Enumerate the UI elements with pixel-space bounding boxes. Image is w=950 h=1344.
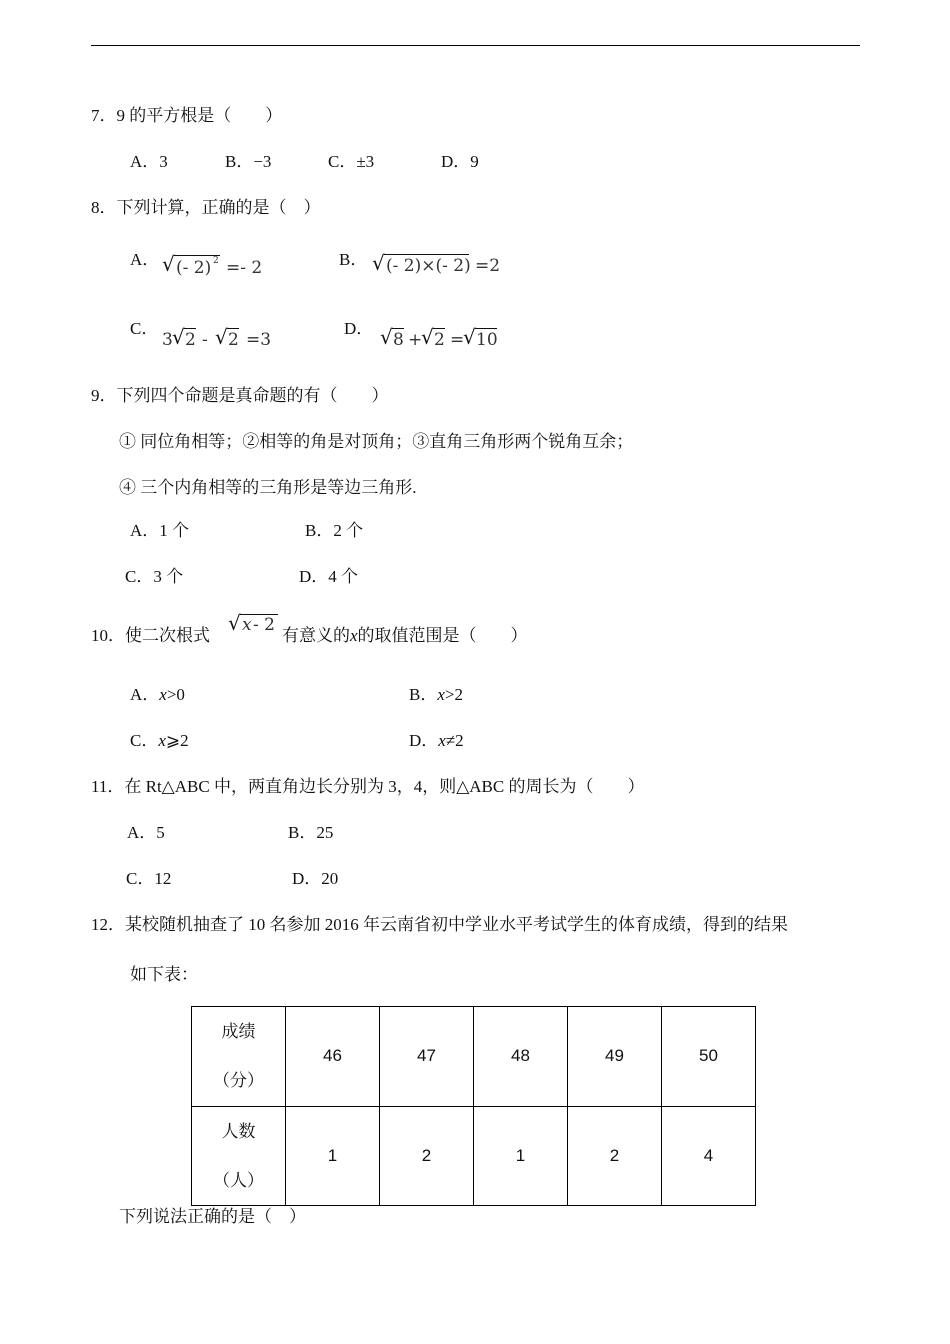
q11-option-d: D．20 [292,869,339,888]
q11-stem: 11．在 Rt△ABC 中，两直角边长分别为 3，4，则△ABC 的周长为（ ） [91,777,645,796]
q10-option-b [409,686,463,703]
q7-option-c: C．±3 [328,152,375,171]
radical-bar [227,328,239,329]
table-cell: 1 [286,1106,380,1206]
q12-after-table: 下列说法正确的是（ ） [119,1207,306,1226]
count-header-line-1: 人数 [221,1121,256,1141]
table-cell: 1 [474,1106,568,1206]
q10-radicand-rest: - 2 [253,615,275,635]
radical-sign-icon: √ [172,325,185,349]
radical-sign-icon: √ [380,325,393,349]
q8-d-radicand-2: 2 [434,330,445,350]
q9-option-d: D．4 个 [299,567,359,586]
radical-bar [184,328,196,329]
q9-stem: 9．下列四个命题是真命题的有（ ） [91,386,389,405]
q10-option-d [409,732,464,749]
table-cell: 49 [568,1007,662,1107]
option-relation: >0 [166,685,185,704]
table-cell: 48 [474,1007,568,1107]
q7-option-d: D．9 [441,152,479,171]
option-label: A． [130,685,160,704]
header-rule [91,45,860,46]
q8-a-radicand: (- 2) [176,258,212,278]
q7-option-a: A．3 [130,152,168,171]
option-label: D． [409,731,439,750]
table-cell: 47 [380,1007,474,1107]
q8-b-rhs: =2 [475,256,501,276]
option-relation: ⩾2 [165,731,189,750]
table-header-cell [192,1106,286,1206]
radical-bar [384,254,469,255]
q8-c-minus: - [202,330,208,350]
option-relation: ≠2 [445,731,464,750]
q9-proposition-line-2: ④ 三个内角相等的三角形是等边三角形. [119,478,417,497]
score-header-line-1: 成绩 [221,1022,256,1041]
q12-stem: 12．某校随机抽查了 10 名参加 2016 年云南省初中学业水平考试学生的体育成绩，得到的结果 [91,915,788,934]
q11-option-b: B．25 [288,823,334,842]
q8-d-radicand-3: 10 [476,330,498,350]
q9-option-a: A．1 个 [130,521,190,540]
option-variable: x [438,731,446,750]
q8-stem: 8．下列计算，正确的是（ ） [91,198,321,217]
table-cell: 46 [286,1007,380,1107]
q8-label-a: A． [130,250,160,269]
radical-sign-icon: √ [228,611,241,635]
table-header-cell [192,1007,286,1107]
q8-d-radicand-1: 8 [393,330,404,350]
table-cell: 50 [662,1007,756,1107]
radical-sign-icon: √ [463,325,476,349]
q11-option-c: C．12 [126,869,172,888]
q8-c-radicand-2: 2 [228,330,239,350]
radical-bar [392,328,404,329]
q8-d-plus: + [408,330,423,350]
option-variable: x [159,685,167,704]
option-relation: >2 [444,685,463,704]
option-variable: x [437,685,445,704]
q10-radicand-variable: x [242,615,252,635]
q9-proposition-line-1: ① 同位角相等；②相等的角是对顶角；③直角三角形两个锐角互余； [119,432,634,451]
q10-option-c [130,732,189,749]
table-cell: 2 [380,1106,474,1206]
q8-c-rhs: =3 [246,330,272,350]
q7-option-b: B．−3 [225,152,272,171]
radical-sign-icon: √ [421,325,434,349]
table-row [192,1106,756,1206]
option-label: C． [130,731,159,750]
q9-option-c: C．3 个 [125,567,184,586]
table-cell: 2 [568,1106,662,1206]
table-row [192,1007,756,1107]
radical-sign-icon: √ [372,251,385,275]
table-cell: 4 [662,1106,756,1206]
q10-stem-end [282,627,528,644]
q8-b-radicand: (- 2)×(- 2) [386,256,471,276]
count-header-line-2: （人） [213,1170,264,1190]
q8-label-c: C． [130,319,159,338]
radical-sign-icon: √ [162,252,175,276]
q8-a-exponent: 2 [213,256,219,266]
q10-option-a [130,686,185,703]
score-header-line-2: （分） [213,1071,264,1091]
q10-stem-start: 10．使二次根式 [91,626,210,645]
option-label: B． [409,685,438,704]
q10-stem-part: 的取值范围是（ ） [357,626,528,645]
q8-label-d: D． [344,319,374,338]
option-variable: x [158,731,166,750]
q8-c-radicand-1: 2 [185,330,196,350]
q8-a-rhs: =- 2 [226,258,263,278]
q8-label-b: B． [339,250,368,269]
radical-bar [475,328,497,329]
q10-stem-part: 有意义的 [282,626,350,645]
q12-stem-continued: 如下表： [130,965,198,984]
q7-stem: 7．9 的平方根是（ ） [91,106,283,125]
q11-option-a: A．5 [127,823,165,842]
q10-stem-variable: x [350,626,358,645]
q8-d-equals: = [450,330,465,350]
radical-bar [433,328,445,329]
score-table [191,1006,756,1206]
radical-sign-icon: √ [215,325,228,349]
q9-option-b: B．2 个 [305,521,364,540]
q8-c-coefficient: 3 [162,330,173,350]
